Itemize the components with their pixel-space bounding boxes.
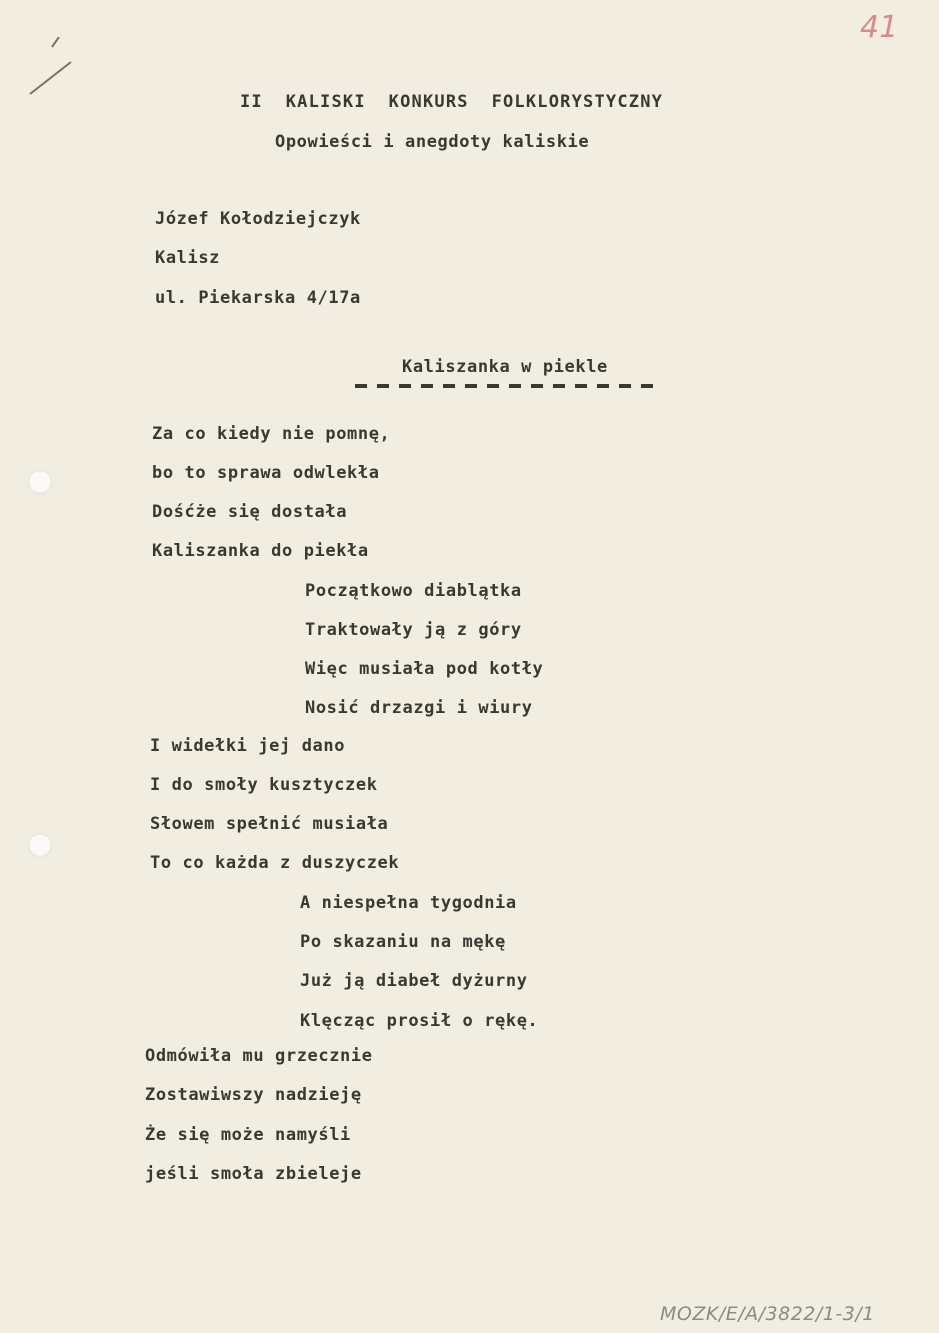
poem-line: Już ją diabeł dyżurny [300,971,528,991]
poem-line: Zostawiwszy nadzieję [145,1085,362,1105]
archive-signature: MOZK/E/A/3822/1-3/1 [660,1303,875,1325]
poem-line: I do smoły kusztyczek [150,775,378,795]
author-address: ul. Piekarska 4/17a [155,288,361,308]
document-title: II KALISKI KONKURS FOLKLORYSTYCZNY [240,92,664,112]
pencil-mark [29,61,71,95]
poem-line: To co każda z duszyczek [150,853,400,873]
punch-hole [28,833,52,857]
poem-line: Klęcząc prosił o rękę. [300,1011,539,1031]
archive-page-number: 41 [860,10,899,45]
poem-line: Nosić drzazgi i wiury [305,698,533,718]
poem-line: Po skazaniu na mękę [300,932,506,952]
poem-line: A niespełna tygodnia [300,893,517,913]
poem-line: Za co kiedy nie pomnę, [152,424,391,444]
punch-hole [28,470,52,494]
poem-line: Początkowo diablątka [305,581,522,601]
poem-line: I widełki jej dano [150,736,346,756]
poem-line: Traktowały ją z góry [305,620,522,640]
poem-line: Odmówiła mu grzecznie [145,1046,373,1066]
poem-line: bo to sprawa odwlekła [152,463,380,483]
pencil-mark [51,37,60,48]
poem-line: Słowem spełnić musiała [150,814,389,834]
poem-line: Że się może namyśli [145,1125,351,1145]
poem-title: Kaliszanka w piekle [402,357,608,377]
poem-line: Dośćże się dostała [152,502,348,522]
poem-line: jeśli smoła zbieleje [145,1164,362,1184]
document-subtitle: Opowieści i anegdoty kaliskie [275,132,590,152]
poem-line: Kaliszanka do piekła [152,541,369,561]
poem-title-underline [355,384,655,388]
author-name: Józef Kołodziejczyk [155,209,361,229]
poem-line: Więc musiała pod kotły [305,659,544,679]
author-city: Kalisz [155,248,221,268]
